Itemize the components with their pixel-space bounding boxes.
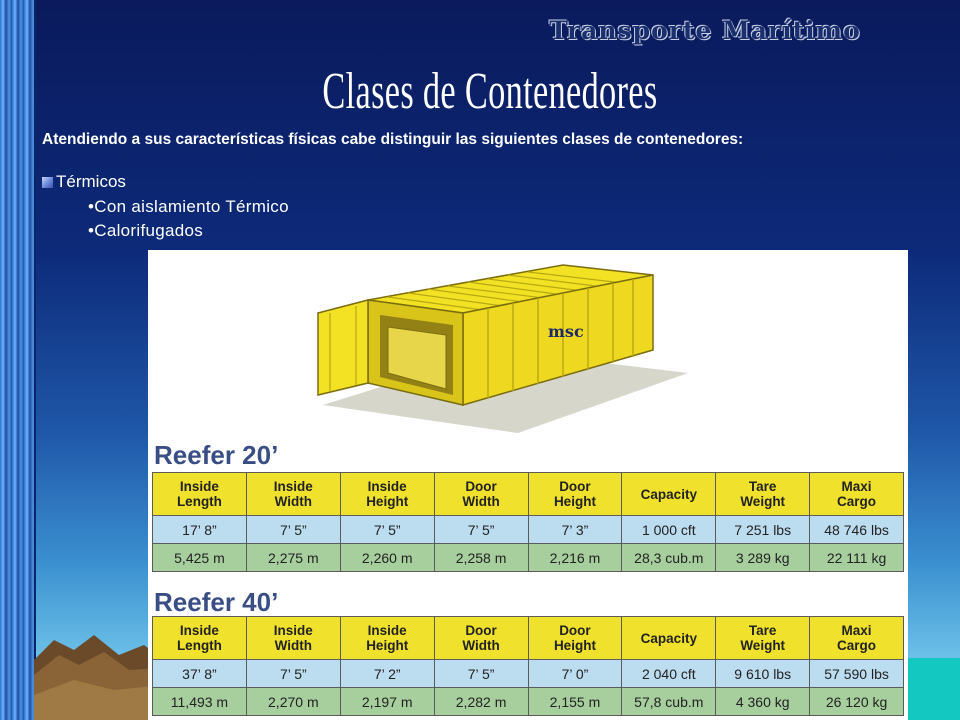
header-capacity: Capacity xyxy=(622,473,716,516)
table-cell: 9 610 lbs xyxy=(716,660,810,688)
table-cell: 2,282 m xyxy=(434,688,528,716)
sub-item-calorifugados: •Calorifugados xyxy=(88,221,204,240)
header-door-width: Door Width xyxy=(434,617,528,660)
table-cell: 57 590 lbs xyxy=(810,660,904,688)
reefer20-title: Reefer 20’ xyxy=(154,440,279,470)
intro-text: Atendiendo a sus características físicas cabe distinguir las siguientes clases de contenedores: xyxy=(42,131,744,148)
header-tare-weight: Tare Weight xyxy=(716,473,810,516)
header-tare-weight: Tare Weight xyxy=(716,617,810,660)
header-inside-width: Inside Width xyxy=(246,473,340,516)
reefer20-spec-table xyxy=(152,472,904,572)
table-cell: 7’ 2” xyxy=(340,660,434,688)
table-cell: 7 251 lbs xyxy=(716,516,810,544)
teal-decoration xyxy=(905,658,960,720)
table-cell: 26 120 kg xyxy=(810,688,904,716)
reefer-container-illustration xyxy=(308,255,688,445)
header-door-width: Door Width xyxy=(434,473,528,516)
table-cell: 7’ 5” xyxy=(434,660,528,688)
header-maxi-cargo: Maxi Cargo xyxy=(810,617,904,660)
table-cell: 22 111 kg xyxy=(810,544,904,572)
table-cell: 57,8 cub.m xyxy=(622,688,716,716)
sub-item-aislamiento: •Con aislamiento Térmico xyxy=(88,197,289,216)
mountains-decoration xyxy=(34,630,164,720)
table-row xyxy=(153,544,904,572)
msc-logo-text: msc xyxy=(548,322,584,341)
table-row xyxy=(153,688,904,716)
table-header-row xyxy=(153,473,904,516)
table-cell: 2,155 m xyxy=(528,688,622,716)
table-cell: 4 360 kg xyxy=(716,688,810,716)
slide-title: Clases de Contenedores xyxy=(322,63,658,120)
table-cell: 7’ 5” xyxy=(434,516,528,544)
table-cell: 2,216 m xyxy=(528,544,622,572)
table-cell: 7’ 5” xyxy=(246,516,340,544)
table-cell: 5,425 m xyxy=(153,544,247,572)
table-cell: 7’ 5” xyxy=(246,660,340,688)
table-header-row xyxy=(153,617,904,660)
reefer40-title: Reefer 40’ xyxy=(154,587,279,617)
table-cell: 2,270 m xyxy=(246,688,340,716)
left-decorative-bar xyxy=(0,0,36,720)
header-door-height: Door Height xyxy=(528,617,622,660)
header-maxi-cargo: Maxi Cargo xyxy=(810,473,904,516)
table-cell: 28,3 cub.m xyxy=(622,544,716,572)
table-row xyxy=(153,660,904,688)
table-row xyxy=(153,516,904,544)
table-cell: 17’ 8” xyxy=(153,516,247,544)
table-cell: 48 746 lbs xyxy=(810,516,904,544)
section-label: Térmicos xyxy=(56,172,126,191)
header-inside-height: Inside Height xyxy=(340,473,434,516)
table-cell: 37’ 8” xyxy=(153,660,247,688)
section-heading xyxy=(42,172,126,192)
table-cell: 2,275 m xyxy=(246,544,340,572)
table-cell: 2 040 cft xyxy=(622,660,716,688)
table-cell: 2,197 m xyxy=(340,688,434,716)
header-door-height: Door Height xyxy=(528,473,622,516)
table-cell: 3 289 kg xyxy=(716,544,810,572)
header-inside-length: Inside Length xyxy=(153,617,247,660)
table-cell: 2,260 m xyxy=(340,544,434,572)
table-cell: 11,493 m xyxy=(153,688,247,716)
table-cell: 7’ 5” xyxy=(340,516,434,544)
table-cell: 7’ 3” xyxy=(528,516,622,544)
table-cell: 7’ 0” xyxy=(528,660,622,688)
square-bullet-icon xyxy=(42,177,53,188)
reefer-figure xyxy=(148,250,908,720)
header-inside-length: Inside Length xyxy=(153,473,247,516)
table-cell: 1 000 cft xyxy=(622,516,716,544)
brand-title: Transporte Marítimo xyxy=(549,16,861,45)
table-cell: 2,258 m xyxy=(434,544,528,572)
header-capacity: Capacity xyxy=(622,617,716,660)
header-inside-height: Inside Height xyxy=(340,617,434,660)
reefer40-spec-table xyxy=(152,616,904,716)
header-inside-width: Inside Width xyxy=(246,617,340,660)
